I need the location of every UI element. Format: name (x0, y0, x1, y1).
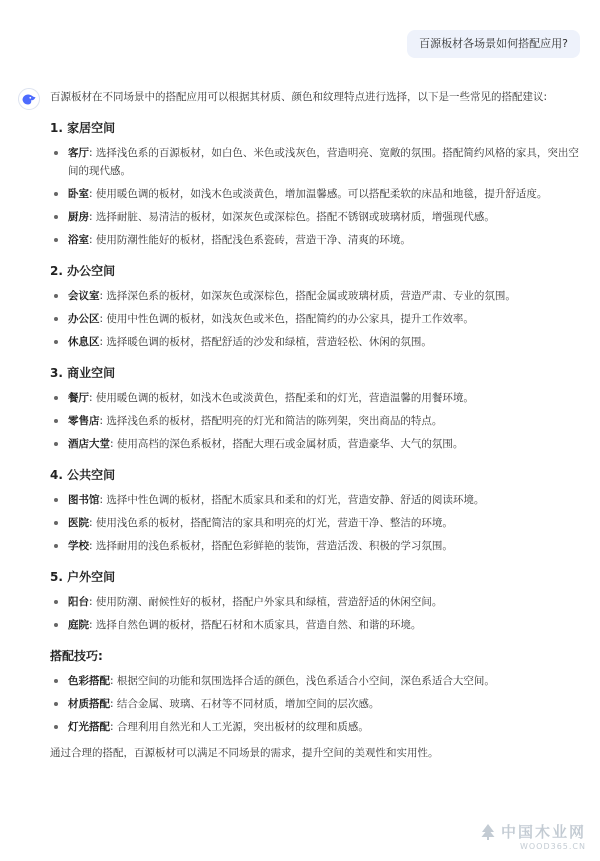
item-term: 休息区 (68, 336, 100, 348)
item-text: : 合理利用自然光和人工光源，突出板材的纹理和质感。 (110, 721, 369, 733)
assistant-answer (50, 88, 580, 762)
item-term: 庭院 (68, 619, 89, 631)
section-list (50, 672, 580, 736)
list-item (50, 287, 580, 305)
bullet-icon (54, 419, 58, 423)
bullet-icon (54, 396, 58, 400)
list-item (50, 435, 580, 453)
item-text: : 选择中性色调的板材，搭配木质家具和柔和的灯光，营造安静、舒适的阅读环境。 (99, 494, 485, 506)
tree-logo-icon (479, 823, 497, 841)
section-list (50, 389, 580, 453)
section-title: 2. 办公空间 (50, 264, 116, 278)
bullet-icon (54, 215, 58, 219)
answer-sections (50, 120, 580, 736)
section-list (50, 593, 580, 634)
bullet-icon (54, 623, 58, 627)
section-list (50, 491, 580, 555)
list-item (50, 389, 580, 407)
item-term: 色彩搭配 (68, 675, 110, 687)
list-item (50, 412, 580, 430)
bullet-icon (54, 679, 58, 683)
watermark (479, 821, 586, 851)
item-term: 阳台 (68, 596, 89, 608)
item-term: 零售店 (68, 415, 100, 427)
list-item (50, 616, 580, 634)
bullet-icon (54, 498, 58, 502)
item-text: : 结合金属、玻璃、石材等不同材质，增加空间的层次感。 (110, 698, 380, 710)
item-text: : 使用暖色调的板材，如浅木色或淡黄色，增加温馨感。可以搭配柔软的床品和地毯，提升舒适度。 (89, 188, 548, 200)
item-term: 学校 (68, 540, 89, 552)
list-item (50, 537, 580, 555)
item-text: : 选择深色系的板材，如深灰色或深棕色，搭配金属或玻璃材质，营造严肃、专业的氛围。 (99, 290, 516, 302)
bullet-icon (54, 192, 58, 196)
item-text: : 根据空间的功能和氛围选择合适的颜色，浅色系适合小空间，深色系适合大空间。 (110, 675, 495, 687)
list-item (50, 333, 580, 351)
item-text: : 选择浅色系的百源板材，如白色、米色或浅灰色，营造明亮、宽敞的氛围。搭配简约风格的家具，突出空间的现代感。 (68, 147, 579, 177)
item-term: 图书馆 (68, 494, 100, 506)
item-text: : 选择耐用的浅色系板材，搭配色彩鲜艳的装饰，营造活泼、积极的学习氛围。 (89, 540, 453, 552)
list-item (50, 185, 580, 203)
bullet-icon (54, 600, 58, 604)
item-text: : 选择耐脏、易清洁的板材，如深灰色或深棕色。搭配不锈钢或玻璃材质，增强现代感。 (89, 211, 495, 223)
item-text: : 使用暖色调的板材，如浅木色或淡黄色，搭配柔和的灯光，营造温馨的用餐环境。 (89, 392, 474, 404)
item-text: : 选择暖色调的板材，搭配舒适的沙发和绿植，营造轻松、休闲的氛围。 (99, 336, 432, 348)
item-term: 浴室 (68, 234, 89, 246)
item-term: 会议室 (68, 290, 100, 302)
section-list (50, 287, 580, 351)
item-text: : 使用高档的深色系板材，搭配大理石或金属材质，营造豪华、大气的氛围。 (110, 438, 464, 450)
watermark-main-text: 中国木业网 (500, 823, 586, 841)
item-term: 厨房 (68, 211, 89, 223)
item-term: 酒店大堂 (68, 438, 110, 450)
bullet-icon (54, 725, 58, 729)
section-title: 5. 户外空间 (50, 570, 116, 584)
bullet-icon (54, 238, 58, 242)
item-term: 餐厅 (68, 392, 89, 404)
bullet-icon (54, 702, 58, 706)
bullet-icon (54, 294, 58, 298)
section-list (50, 144, 580, 249)
answer-intro: 百源板材在不同场景中的搭配应用可以根据其材质、颜色和纹理特点进行选择，以下是一些常见的搭配建议: (50, 91, 548, 103)
list-item (50, 491, 580, 509)
user-message-text: 百源板材各场景如何搭配应用? (419, 37, 568, 50)
list-item (50, 231, 580, 249)
answer-closing: 通过合理的搭配，百源板材可以满足不同场景的需求，提升空间的美观性和实用性。 (50, 747, 439, 759)
item-term: 医院 (68, 517, 89, 529)
bullet-icon (54, 521, 58, 525)
list-item (50, 514, 580, 532)
item-text: : 使用防潮性能好的板材，搭配浅色系瓷砖，营造干净、清爽的环境。 (89, 234, 411, 246)
list-item (50, 310, 580, 328)
list-item (50, 593, 580, 611)
list-item (50, 695, 580, 713)
assistant-message (18, 88, 580, 773)
bullet-icon (54, 317, 58, 321)
assistant-avatar-icon (18, 88, 40, 110)
item-term: 卧室 (68, 188, 89, 200)
list-item (50, 144, 580, 180)
bullet-icon (54, 151, 58, 155)
item-term: 材质搭配 (68, 698, 110, 710)
item-text: : 选择自然色调的板材，搭配石材和木质家具，营造自然、和谐的环境。 (89, 619, 422, 631)
item-text: : 使用中性色调的板材，如浅灰色或米色，搭配简约的办公家具，提升工作效率。 (99, 313, 474, 325)
watermark-sub-text: WOOD365.CN (519, 842, 586, 851)
item-text: : 使用防潮、耐候性好的板材，搭配户外家具和绿植，营造舒适的休闲空间。 (89, 596, 443, 608)
list-item (50, 718, 580, 736)
item-term: 灯光搭配 (68, 721, 110, 733)
bullet-icon (54, 442, 58, 446)
item-text: : 使用浅色系的板材，搭配简洁的家具和明亮的灯光，营造干净、整洁的环境。 (89, 517, 453, 529)
watermark-main (479, 821, 586, 842)
item-term: 办公区 (68, 313, 100, 325)
section-title: 4. 公共空间 (50, 468, 116, 482)
item-term: 客厅 (68, 147, 89, 159)
item-text: : 选择浅色系的板材，搭配明亮的灯光和简洁的陈列架，突出商品的特点。 (99, 415, 443, 427)
section-title: 3. 商业空间 (50, 366, 116, 380)
list-item (50, 208, 580, 226)
list-item (50, 672, 580, 690)
section-title: 1. 家居空间 (50, 121, 116, 135)
bullet-icon (54, 544, 58, 548)
bullet-icon (54, 340, 58, 344)
section-title: 搭配技巧: (50, 649, 103, 663)
user-message-bubble (407, 30, 580, 58)
